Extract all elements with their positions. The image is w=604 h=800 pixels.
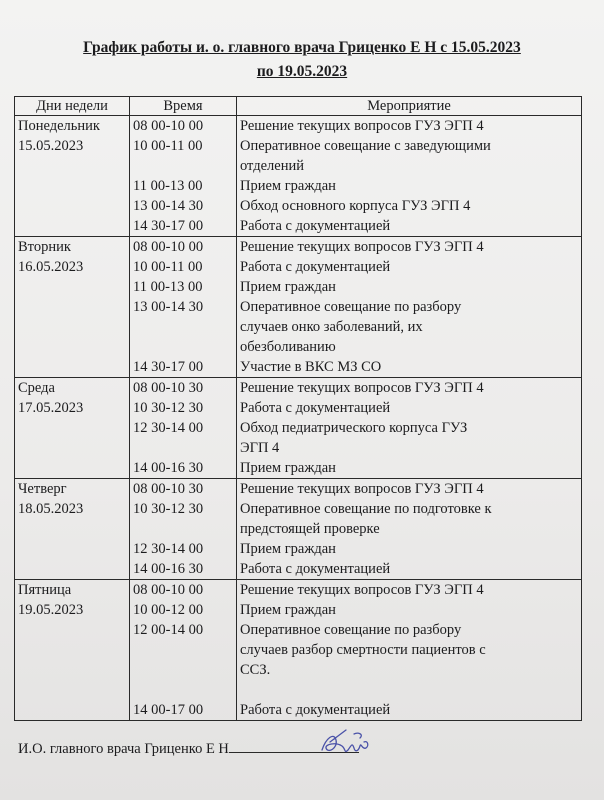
time-slot: 10 30-12 30 (133, 400, 204, 416)
time-cell (130, 479, 237, 580)
event-text: случаев онко заболеваний, их (240, 319, 423, 335)
time-spacer (133, 317, 233, 337)
time-cell (130, 116, 237, 237)
time-spacer (133, 680, 233, 700)
day-cell (15, 580, 130, 721)
handwritten-signature (316, 724, 376, 764)
event-text: Решение текущих вопросов ГУЗ ЭГП 4 (240, 118, 484, 134)
day-name: Четверг (18, 481, 67, 497)
time-slot: 12 00-14 00 (133, 622, 204, 638)
time-slot: 13 00-14 30 (133, 299, 204, 315)
time-spacer (133, 640, 233, 660)
event-cell (237, 116, 582, 237)
time-slot: 11 00-13 00 (133, 279, 203, 295)
time-slot: 14 00-16 30 (133, 460, 204, 476)
time-slot: 08 00-10 30 (133, 481, 204, 497)
day-cell (15, 237, 130, 378)
event-text: Работа с документацией (240, 400, 391, 416)
day-name: Среда (18, 380, 55, 396)
event-text: Участие в ВКС МЗ СО (240, 359, 382, 375)
table-row (15, 479, 582, 580)
day-cell (15, 116, 130, 237)
event-text: ССЗ. (240, 662, 271, 678)
event-text: обезболиванию (240, 339, 336, 355)
event-text: Решение текущих вопросов ГУЗ ЭГП 4 (240, 239, 484, 255)
day-date: 16.05.2023 (18, 259, 84, 275)
event-text: Оперативное совещание по разбору (240, 622, 462, 638)
day-date: 15.05.2023 (18, 138, 84, 154)
event-text: Прием граждан (240, 178, 336, 194)
event-text: Обход основного корпуса ГУЗ ЭГП 4 (240, 198, 471, 214)
time-slot: 14 00-17 00 (133, 702, 204, 718)
table-row (15, 580, 582, 721)
event-text: Работа с документацией (240, 259, 391, 275)
time-spacer (133, 438, 233, 458)
event-text (240, 680, 578, 700)
schedule-table (14, 96, 582, 721)
event-text: Работа с документацией (240, 561, 391, 577)
time-slot: 10 00-11 00 (133, 138, 203, 154)
time-slot: 14 00-16 30 (133, 561, 204, 577)
event-cell (237, 378, 582, 479)
table-row (15, 116, 582, 237)
title-line-2: по 19.05.2023 (256, 63, 348, 80)
day-name: Вторник (18, 239, 71, 255)
day-name: Пятница (18, 582, 72, 598)
time-slot: 10 30-12 30 (133, 501, 204, 517)
event-text: отделений (240, 158, 304, 174)
time-slot: 11 00-13 00 (133, 178, 203, 194)
day-date: 19.05.2023 (18, 602, 84, 618)
day-name: Понедельник (18, 118, 100, 134)
time-slot: 08 00-10 00 (133, 118, 204, 134)
event-text: Оперативное совещание по разбору (240, 299, 462, 315)
event-text: предстоящей проверке (240, 521, 380, 537)
time-spacer (133, 660, 233, 680)
event-text: Решение текущих вопросов ГУЗ ЭГП 4 (240, 380, 484, 396)
event-text: Оперативное совещание с заведующими (240, 138, 491, 154)
table-row (15, 237, 582, 378)
event-text: ЭГП 4 (240, 440, 280, 456)
header-days: Дни недели (15, 97, 130, 116)
schedule-body (15, 116, 582, 721)
event-text: Работа с документацией (240, 702, 391, 718)
day-cell (15, 479, 130, 580)
time-slot: 13 00-14 30 (133, 198, 204, 214)
event-text: Прием граждан (240, 279, 336, 295)
time-slot: 14 30-17 00 (133, 359, 204, 375)
event-text: Работа с документацией (240, 218, 391, 234)
time-cell (130, 237, 237, 378)
event-text: Оперативное совещание по подготовке к (240, 501, 492, 517)
event-text: Решение текущих вопросов ГУЗ ЭГП 4 (240, 481, 484, 497)
time-slot: 12 30-14 00 (133, 541, 204, 557)
time-slot: 08 00-10 30 (133, 380, 204, 396)
time-slot: 10 00-11 00 (133, 259, 203, 275)
document-title (0, 36, 604, 84)
event-text: Прием граждан (240, 602, 336, 618)
day-date: 17.05.2023 (18, 400, 84, 416)
time-spacer (133, 519, 233, 539)
signature-line (18, 738, 359, 758)
time-cell (130, 580, 237, 721)
header-time: Время (130, 97, 237, 116)
time-slot: 10 00-12 00 (133, 602, 204, 618)
event-text: Решение текущих вопросов ГУЗ ЭГП 4 (240, 582, 484, 598)
day-date: 18.05.2023 (18, 501, 84, 517)
event-text: случаев разбор смертности пациентов с (240, 642, 486, 658)
time-spacer (133, 337, 233, 357)
time-cell (130, 378, 237, 479)
event-text: Прием граждан (240, 541, 336, 557)
table-row (15, 378, 582, 479)
event-text: Прием граждан (240, 460, 336, 476)
time-slot: 08 00-10 00 (133, 582, 204, 598)
time-slot: 12 30-14 00 (133, 420, 204, 436)
time-slot: 08 00-10 00 (133, 239, 204, 255)
event-cell (237, 580, 582, 721)
title-line-1: График работы и. о. главного врача Гриценко Е Н с 15.05.2023 (83, 39, 521, 56)
day-cell (15, 378, 130, 479)
event-cell (237, 237, 582, 378)
event-cell (237, 479, 582, 580)
event-text: Обход педиатрического корпуса ГУЗ (240, 420, 468, 436)
time-slot: 14 30-17 00 (133, 218, 204, 234)
signature-label: И.О. главного врача Гриценко Е Н (18, 741, 229, 757)
table-header-row (15, 97, 582, 116)
header-event: Мероприятие (237, 97, 582, 116)
time-spacer (133, 156, 233, 176)
